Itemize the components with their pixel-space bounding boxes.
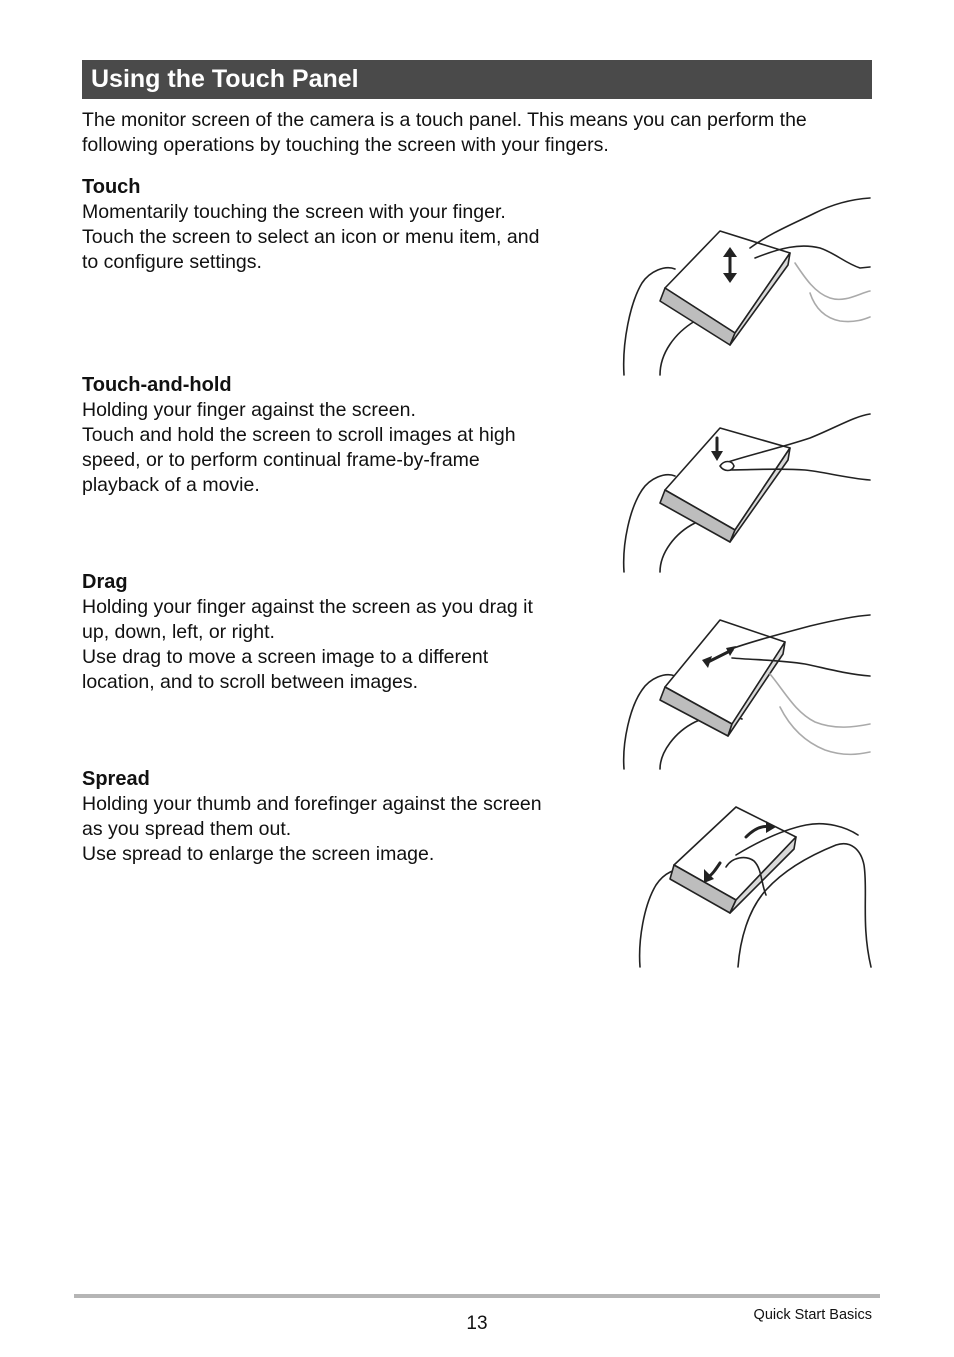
touch-and-hold-illustration [620,408,872,576]
section-touch [82,174,582,275]
drag-illustration [620,612,872,772]
section-line: Touch and hold the screen to scroll images at high [82,424,516,446]
section-drag [82,569,582,695]
section-line: Holding your finger against the screen as you drag it [82,596,533,618]
spread-illustration [636,805,872,970]
section-heading: Touch [82,176,141,198]
footer-section-label: Quick Start Basics [753,1307,872,1323]
touch-illustration [620,193,872,378]
intro-line: following operations by touching the screen with your fingers. [82,134,609,156]
section-line: location, and to scroll between images. [82,671,419,693]
page-title: Using the Touch Panel [91,65,359,93]
section-line: Use drag to move a screen image to a different [82,646,489,668]
section-line: Momentarily touching the screen with your finger. [82,201,506,223]
intro-line: The monitor screen of the camera is a touch panel. This means you can perform the [82,109,807,131]
section-line: Holding your thumb and forefinger against the screen [82,793,542,815]
section-line: playback of a movie. [82,474,260,496]
section-line: Use spread to enlarge the screen image. [82,843,435,865]
section-heading: Drag [82,571,128,593]
page-number: 13 [466,1313,488,1334]
section-line: Touch the screen to select an icon or menu item, and [82,226,540,248]
intro-paragraph [82,108,882,158]
section-touch-and-hold [82,372,582,498]
section-line: to configure settings. [82,251,262,273]
section-line: as you spread them out. [82,818,292,840]
section-line: Holding your finger against the screen. [82,399,416,421]
section-line: speed, or to perform continual frame-by-frame [82,449,480,471]
section-line: up, down, left, or right. [82,621,275,643]
title-bar [82,60,872,99]
section-heading: Touch-and-hold [82,374,232,396]
footer-divider [74,1294,880,1298]
section-spread [82,766,582,867]
section-heading: Spread [82,768,150,790]
